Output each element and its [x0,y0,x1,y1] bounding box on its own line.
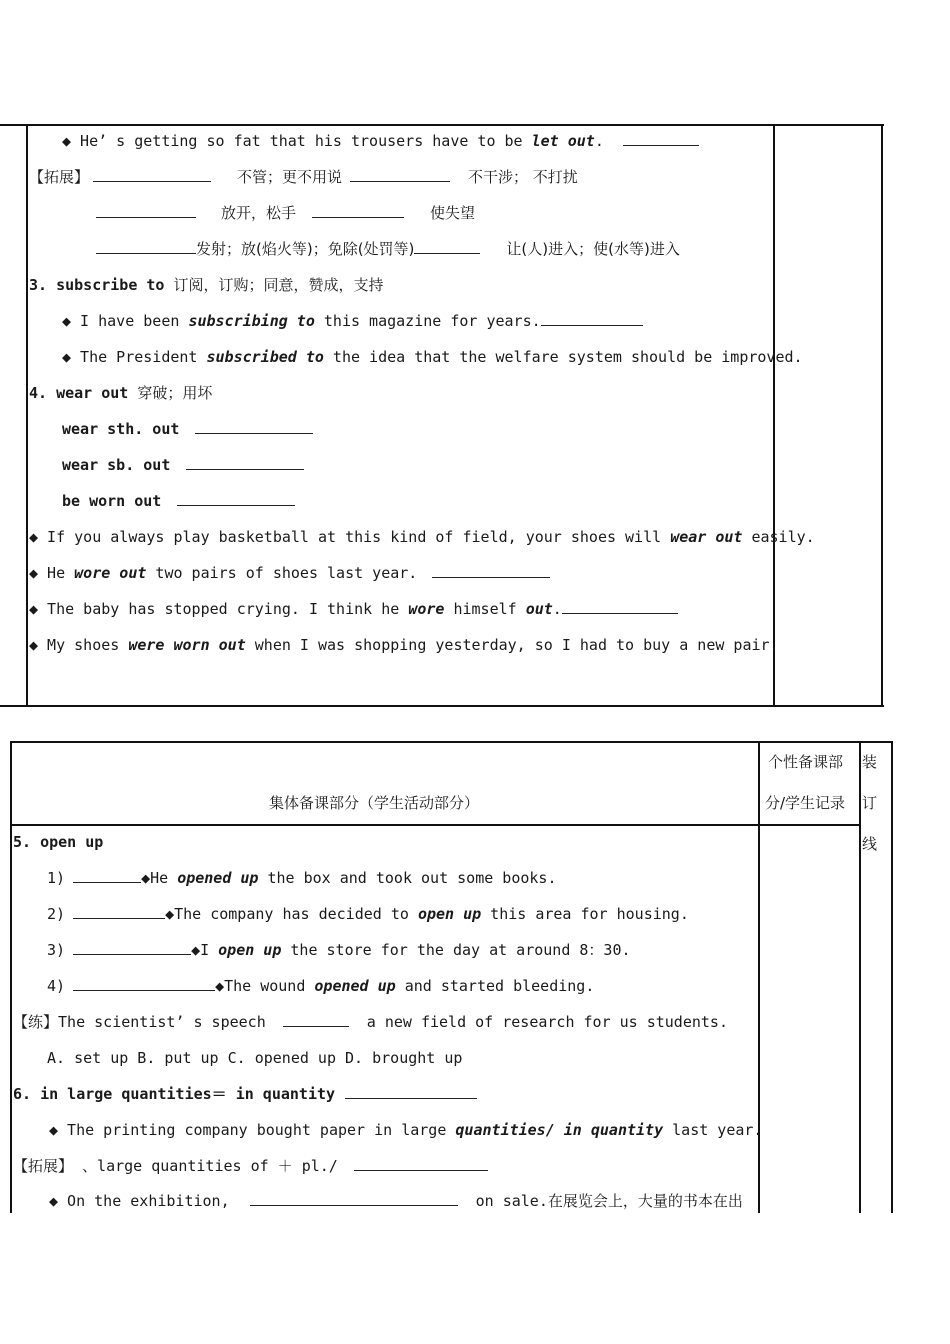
sentence-text: ◆ If you always play basketball at this kind of field, your shoes will [29,528,671,546]
top-table-bottom-border [0,705,884,707]
wear-example-2 [29,563,550,583]
open-up-example-2 [47,904,689,924]
wear-phrase-3 [62,491,295,511]
emphasis-text: wore [408,600,445,618]
sentence-text: two pairs of shoes last year. [146,564,427,582]
top-table-top-border [0,124,884,126]
sentence-text: on sale. [475,1192,548,1210]
bottom-table-binding-divider [859,741,861,1213]
binding-char-2: 订 [862,794,878,812]
item-5-heading: 5. open up [13,833,104,851]
sentence-text: when I was shopping yesterday, so I had to buy a new pair. [245,636,779,654]
answer-blank[interactable] [250,1191,458,1206]
expand-tag: 【拓展】 [29,168,90,186]
answer-blank[interactable] [73,940,191,955]
sentence-text: ◆ The baby has stopped crying. I think he [29,600,409,618]
expand-meaning: 不管；更不用说 [237,168,343,186]
binding-char-3: 线 [862,835,878,853]
answer-blank[interactable] [73,976,215,991]
example-number: 2) [47,905,66,923]
answer-blank[interactable] [195,419,313,434]
expand-row-2 [96,203,475,223]
answer-blank[interactable] [541,311,643,326]
emphasis-text: opened up [177,869,259,887]
emphasis-text: wore out [74,564,147,582]
subscribe-example-1 [62,311,643,331]
answer-blank[interactable] [73,904,165,919]
emphasis-text: wear out [670,528,743,546]
sentence-text: ◆ The printing company bought paper in large [49,1121,456,1139]
open-up-example-1 [47,868,556,888]
item-3-heading [29,275,384,295]
item-meaning: 穿破；用坏 [137,384,213,402]
emphasis-text: open up [417,905,482,923]
answer-blank[interactable] [432,563,550,578]
expand-row-3 [96,239,680,259]
open-up-example-3 [47,940,631,960]
emphasis-text: quantities/ in quantity [455,1121,664,1139]
emphasis-text: open up [218,941,282,959]
emphasis-text: let out [531,132,595,150]
practice-tag: 【练】 [13,1013,59,1031]
sentence-text: ◆ I have been [62,312,189,330]
answer-blank[interactable] [414,239,480,254]
example-number: 1) [47,869,66,887]
sentence-text: ◆He [141,869,178,887]
bottom-table-right-border [891,741,893,1213]
bottom-table-header-divider [10,824,860,826]
sentence-text: the box and took out some books. [258,869,557,887]
sentence-text: ◆ My shoes [29,636,129,654]
answer-blank[interactable] [354,1156,488,1171]
sentence-text: last year. [663,1121,763,1139]
sentence-text: the store for the day at around 8：30. [281,941,631,959]
phrase-text: be worn out [62,492,162,510]
item-4-heading [29,383,212,403]
phrase-text: wear sb. out [62,456,171,474]
practice-options: A. set up B. put up C. opened up D. brought up [47,1049,463,1067]
sentence-text: this area for housing. [481,905,689,923]
item-heading: 6. in large quantities＝ in quantity [13,1085,336,1103]
let-out-example [62,131,699,151]
sentence-text: ◆ He’ s getting so fat that his trousers have to be [62,132,532,150]
answer-blank[interactable] [73,868,141,883]
sentence-text: and started bleeding. [395,977,595,995]
emphasis-text: subscribed to [206,348,324,366]
item-heading: 4. wear out [29,384,138,402]
answer-blank[interactable] [93,167,211,182]
wear-example-3 [29,599,678,619]
wear-phrase-1 [62,419,313,439]
answer-blank[interactable] [283,1012,349,1027]
answer-blank[interactable] [562,599,678,614]
expand-meaning: 让(人)进入；使(水等)进入 [506,240,680,258]
wear-example-4 [29,635,779,655]
top-table-left-border [26,124,28,707]
emphasis-text: out [525,600,553,618]
header-main-title: 集体备课部分（学生活动部分） [269,794,480,812]
answer-blank[interactable] [623,131,699,146]
expand-meaning: 放开，松手 [221,204,297,222]
binding-char-1: 装 [862,753,878,771]
answer-blank[interactable] [96,203,196,218]
sentence-text: The scientist’ s speech [58,1013,275,1031]
header-side-title-2: 分/学生记录 [765,794,846,812]
open-up-example-4 [47,976,594,996]
sentence-text: ◆ The President [62,348,207,366]
example-number: 4) [47,977,66,995]
sentence-text: . [552,600,562,618]
item-meaning: 订阅，订购；同意，赞成，支持 [173,276,384,294]
bottom-table-top-border [10,741,893,743]
top-table-right-border [881,124,883,707]
expand-meaning: 发射；放(焰火等)；免除(处罚等) [196,240,415,258]
item-heading: 3. subscribe to [29,276,174,294]
sentence-text: ◆The company has decided to [165,905,418,923]
sentence-text: himself [444,600,526,618]
wear-phrase-2 [62,455,304,475]
sentence-text: ◆ On the exhibition, [49,1192,230,1210]
answer-blank[interactable] [96,239,196,254]
quantity-expand [13,1156,488,1176]
quantity-example-1 [49,1120,762,1140]
sentence-text: this magazine for years. [314,312,541,330]
top-table-mid-border [773,124,775,707]
practice-question [13,1012,728,1032]
answer-blank[interactable] [312,203,404,218]
bottom-table-left-border [10,741,12,1213]
bottom-table-col-divider [758,741,760,1213]
sentence-text: . [594,132,613,150]
answer-blank[interactable] [350,167,450,182]
sentence-text: ◆The wound [215,977,315,995]
expand-meaning: 使失望 [430,204,476,222]
emphasis-text: were worn out [128,636,246,654]
sentence-text: ◆I [191,941,219,959]
sentence-text: the idea that the welfare system should be improved. [323,348,803,366]
answer-blank[interactable] [186,455,304,470]
item-6-heading [13,1084,477,1104]
sentence-text: 、large quantities of ＋ pl./ [73,1157,338,1175]
sentence-text: easily. [742,528,815,546]
answer-blank[interactable] [345,1084,477,1099]
expand-meaning: 不干涉； 不打扰 [468,168,578,186]
expand-tag: 【拓展】 [13,1157,74,1175]
sentence-text: ◆ He [29,564,75,582]
sentence-translation: 在展览会上，大量的书本在出 [547,1192,743,1210]
emphasis-text: subscribing to [188,312,315,330]
answer-blank[interactable] [177,491,295,506]
sentence-text: a new field of research for us students. [366,1013,728,1031]
header-side-title-1: 个性备课部 [768,753,844,771]
expand-row-1 [29,167,578,187]
example-number: 3) [47,941,66,959]
wear-example-1 [29,527,815,547]
phrase-text: wear sth. out [62,420,180,438]
emphasis-text: opened up [314,977,396,995]
subscribe-example-2 [62,347,803,367]
quantity-example-2 [49,1191,743,1211]
